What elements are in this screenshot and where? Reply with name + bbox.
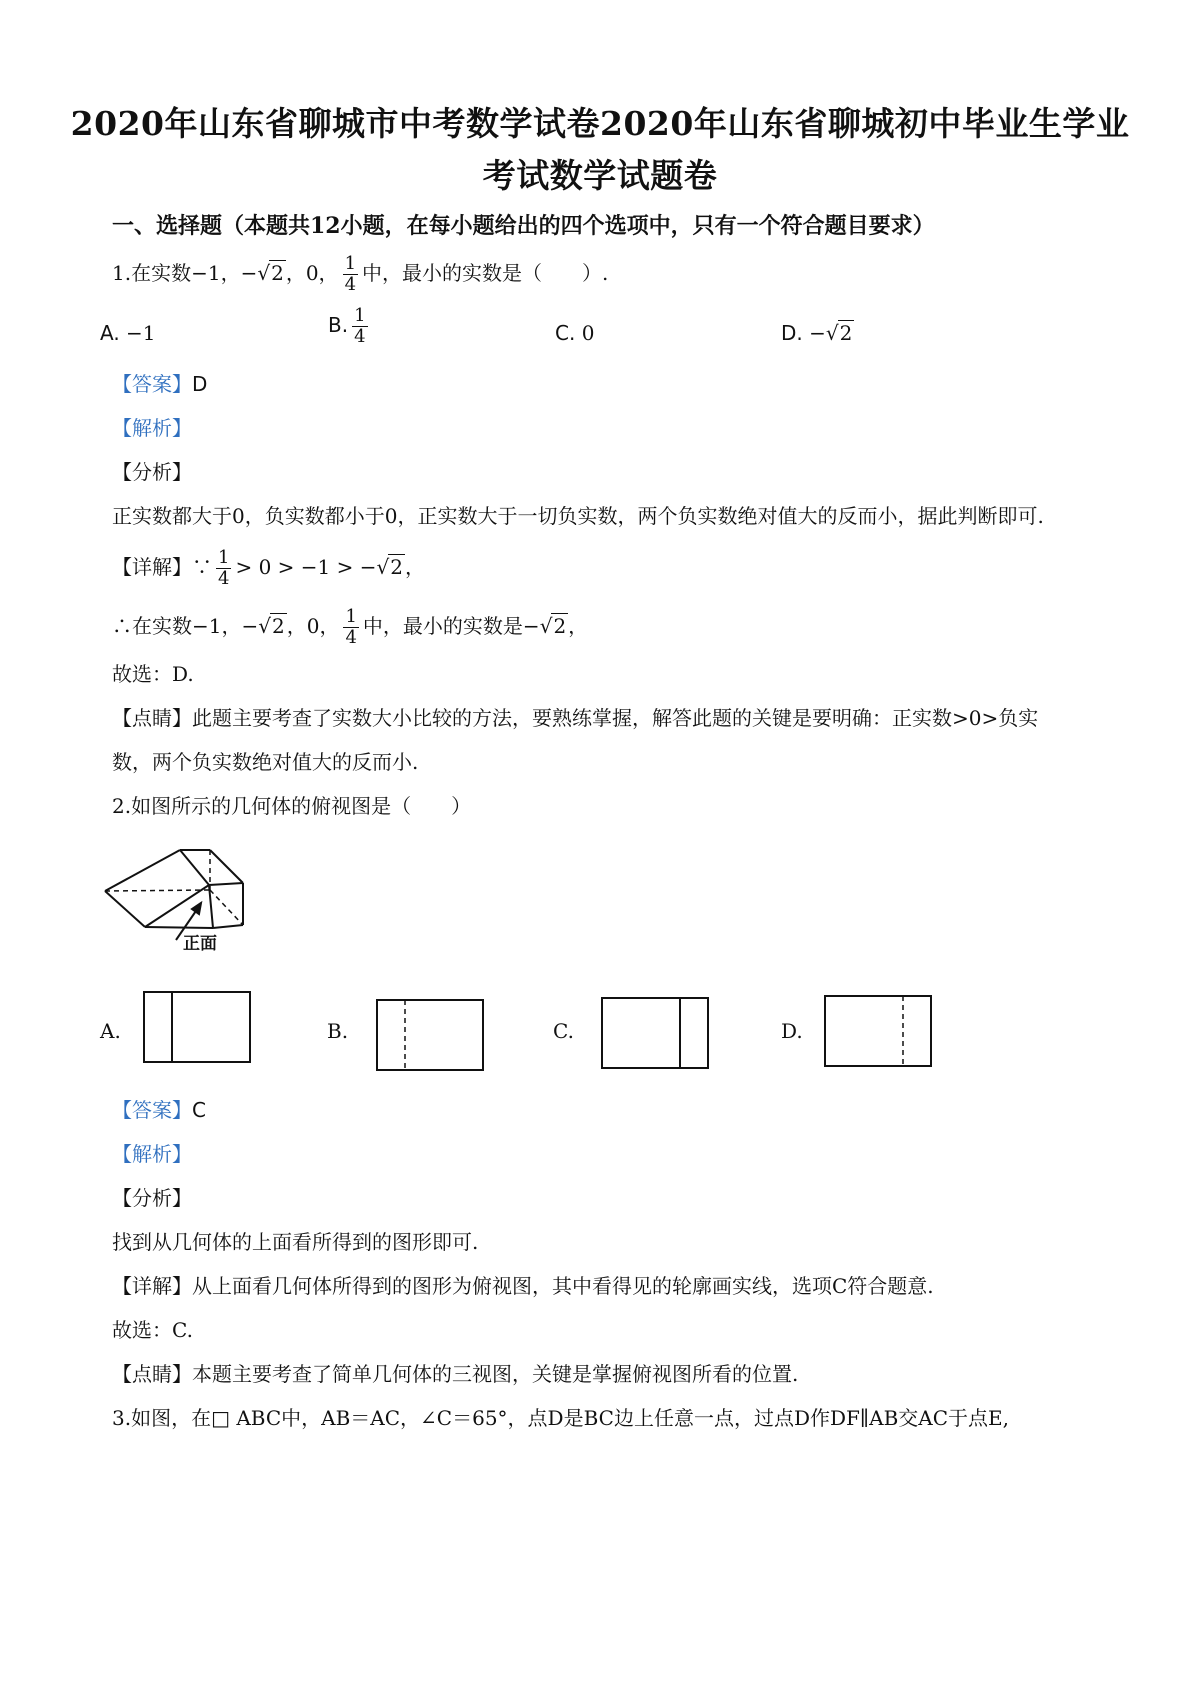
q2-option-c-figure[interactable]: [601, 997, 709, 1069]
answer-tag: 【答案】: [112, 372, 192, 396]
option-fraction: [352, 306, 367, 347]
q2-option-d-figure[interactable]: [824, 995, 932, 1067]
q2-analysis: 找到从几何体的上面看所得到的图形即可.: [112, 1230, 479, 1254]
dianjing-tag: 【点睛】: [112, 1362, 192, 1386]
edge: [145, 927, 213, 928]
option-value: −1: [126, 321, 156, 345]
q2-jiexi-tag: 【解析】: [112, 1142, 192, 1166]
answer-value: D: [192, 372, 208, 396]
q1-dianjing-1: [112, 704, 1038, 732]
outer-rect: [377, 1000, 483, 1070]
numerator: 1: [354, 305, 366, 326]
q1-sep: ，: [220, 260, 241, 285]
option-label: D.: [781, 321, 803, 345]
sep: ，: [221, 613, 242, 638]
minus-one: −1: [192, 613, 222, 638]
option-label: A.: [100, 321, 120, 345]
q1-fenxi-tag: 【分析】: [112, 460, 192, 484]
q1-stem-suffix: 中，最小的实数是（ ）.: [362, 260, 609, 285]
q1-jiexi-tag: 【解析】: [112, 416, 192, 440]
q2-fenxi-tag: 【分析】: [112, 1186, 192, 1210]
q1-analysis: 正实数都大于0，负实数都小于0，正实数大于一切负实数，两个负实数绝对值大的反而小，据此判断即可.: [112, 504, 1044, 528]
denominator: 4: [345, 626, 357, 648]
q1-option-d[interactable]: [781, 321, 854, 345]
q3-stem: 3.如图，在□ ABC中，AB＝AC，∠C＝65°，点D是BC边上任意一点，过点D作DF∥AB交AC于点E,: [112, 1406, 1009, 1430]
therefore-suffix: 中，最小的实数是: [362, 613, 523, 638]
edge: [105, 891, 145, 927]
q1-answer: [112, 370, 207, 398]
option-neg-sqrt2: −√2: [809, 321, 853, 345]
title-line-2: 考试数学试题卷: [482, 156, 718, 195]
q2-answer: [112, 1096, 206, 1124]
detail-fraction: [216, 548, 231, 589]
detail-tag: 【详解】: [112, 554, 192, 579]
radicand: 2: [390, 554, 403, 579]
radicand: 2: [553, 613, 567, 638]
because-symbol: ∵: [192, 554, 212, 579]
answer-value: C: [192, 1098, 206, 1122]
arrow-head: [192, 903, 201, 914]
dianjing-tag: 【点睛】: [112, 706, 192, 730]
numerator: 1: [345, 606, 357, 627]
detail-inequality: > 0 > −1 > −: [235, 554, 377, 579]
option-label: B.: [328, 312, 349, 337]
q1-sep-zero: ，0，: [285, 260, 339, 285]
hidden-edge: [210, 890, 243, 925]
front-label: 正面: [183, 934, 217, 954]
hidden-edge: [105, 890, 210, 891]
q2-option-d-label[interactable]: D.: [781, 1019, 803, 1043]
therefore-fraction: [343, 607, 358, 648]
q1-stem-minus-one: −1: [191, 260, 221, 285]
q1-dianjing-2: 数，两个负实数绝对值大的反而小.: [112, 750, 419, 774]
q2-solid-figure: [100, 845, 260, 965]
therefore-end: ，: [568, 613, 589, 638]
option-label: C.: [555, 321, 576, 345]
outer-rect: [825, 996, 931, 1066]
q1-therefore: [112, 607, 588, 648]
section-heading: 一、选择题（本题共12小题，在每小题给出的四个选项中，只有一个符合题目要求）: [112, 213, 935, 239]
q2-option-a-figure[interactable]: [143, 991, 251, 1063]
radicand: 2: [839, 321, 853, 345]
q2-option-a-label[interactable]: A.: [100, 1019, 121, 1043]
dianjing-text: 本题主要考查了简单几何体的三视图，关键是掌握俯视图所看的位置.: [192, 1362, 799, 1386]
q2-stem: 2.如图所示的几何体的俯视图是（ ）: [112, 794, 472, 818]
q1-option-b[interactable]: [328, 306, 372, 347]
detail-tag: 【详解】: [112, 1274, 192, 1298]
edge: [213, 925, 243, 928]
denominator: 4: [218, 567, 230, 589]
title-line-1: 2020年山东省聊城市中考数学试卷2020年山东省聊城初中毕业生学业: [70, 104, 1130, 143]
radicand: 2: [271, 260, 284, 285]
q2-dianjing: [112, 1360, 798, 1388]
radicand: 2: [272, 613, 285, 638]
q1-stem-neg-sqrt2: −√2: [240, 260, 284, 285]
q2-option-b-figure[interactable]: [376, 999, 484, 1071]
therefore-result: −√2: [522, 613, 567, 638]
q2-choose: 故选：C.: [112, 1318, 193, 1342]
detail-text: 从上面看几何体所得到的图形为俯视图，其中看得见的轮廓画实线，选项C符合题意.: [192, 1274, 934, 1298]
q2-option-b-label[interactable]: B.: [327, 1019, 349, 1043]
numerator: 1: [218, 547, 230, 568]
q2-option-c-label[interactable]: C.: [553, 1019, 574, 1043]
outer-rect: [144, 992, 250, 1062]
denominator: 4: [354, 325, 366, 347]
q1-choose: 故选：D.: [112, 662, 194, 686]
option-value: 0: [581, 321, 595, 345]
detail-end: ，: [404, 554, 425, 579]
edge: [210, 850, 243, 883]
denominator: 4: [344, 273, 357, 295]
edge: [209, 883, 243, 885]
q1-stem-fraction: [343, 254, 358, 295]
outer-rect: [602, 998, 708, 1068]
neg-sign: −: [809, 321, 826, 345]
edge: [180, 850, 209, 885]
detail-sqrt2: √2: [376, 554, 403, 579]
q1-stem-prefix: 1.在实数: [112, 260, 192, 285]
neg-sign: −: [241, 613, 259, 638]
therefore-prefix: ∴在实数: [112, 613, 192, 638]
q2-detail: [112, 1272, 934, 1300]
dianjing-text: 此题主要考查了实数大小比较的方法，要熟练掌握，解答此题的关键是要明确：正实数>0>负实: [192, 706, 1039, 730]
numerator: 1: [344, 253, 357, 274]
edge: [105, 850, 180, 891]
therefore-neg-sqrt2: −√2: [241, 613, 285, 638]
q1-option-a[interactable]: [100, 321, 156, 345]
q1-option-c[interactable]: [555, 321, 594, 345]
neg-sign: −: [522, 613, 540, 638]
answer-tag: 【答案】: [112, 1098, 192, 1122]
neg-sign: −: [240, 260, 258, 285]
q1-detail: [112, 548, 425, 589]
q1-stem: [112, 254, 608, 295]
sep-zero: ，0，: [286, 613, 340, 638]
